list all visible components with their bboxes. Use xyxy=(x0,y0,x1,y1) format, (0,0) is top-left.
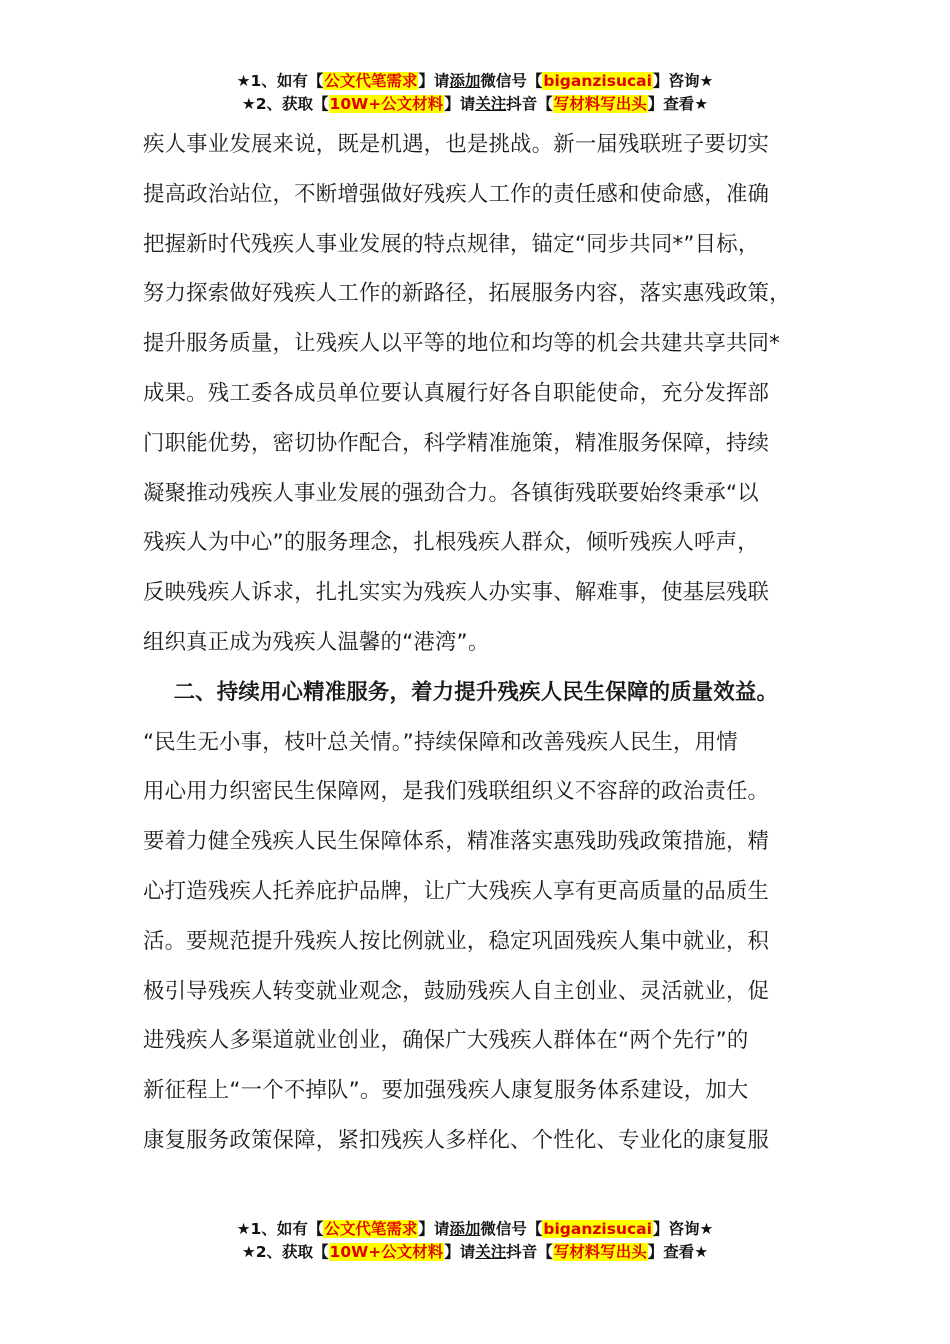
text-line: 极引导残疾人转变就业观念，鼓励残疾人自主创业、灵活就业，促 xyxy=(143,978,770,1004)
banner-text: 】请 xyxy=(418,1220,450,1238)
banner-highlight: biganzisucai xyxy=(543,72,652,90)
banner-line-1 xyxy=(0,70,950,93)
text-line: 残疾人为中心”的服务理念，扎根残疾人群众，倾听残疾人呼声， xyxy=(143,530,759,556)
banner-underlined: 添加 xyxy=(449,72,481,90)
text-line: 门职能优势，密切协作配合，科学精准施策，精准服务保障，持续 xyxy=(143,430,770,456)
footer-banner xyxy=(0,1218,950,1264)
text-line: 疾人事业发展来说，既是机遇，也是挑战。新一届残联班子要切实 xyxy=(143,132,770,157)
banner-text: 微信号【 xyxy=(480,72,543,90)
banner-line-2 xyxy=(0,93,950,116)
document-body xyxy=(143,120,833,1166)
text-line: 凝聚推动残疾人事业发展的强劲合力。各镇街残联要始终秉承“以 xyxy=(143,480,759,506)
banner-text: ★1、如有【 xyxy=(236,72,324,90)
banner-text: 】咨询★ xyxy=(652,1220,714,1238)
banner-highlight: 10W+公文材料 xyxy=(329,95,444,113)
banner-underlined: 关注 xyxy=(475,1243,507,1261)
banner-text: ★2、获取【 xyxy=(241,95,329,113)
banner-text: ★2、获取【 xyxy=(241,1243,329,1261)
header-banner xyxy=(0,70,950,116)
text-line: 用心用力织密民生保障网，是我们残联组织义不容辞的政治责任。 xyxy=(143,779,770,805)
banner-text: 】请 xyxy=(444,95,476,113)
text-line: 要着力健全残疾人民生保障体系，精准落实惠残助残政策措施，精 xyxy=(143,829,770,855)
banner-underlined: 关注 xyxy=(475,95,507,113)
banner-text: ★1、如有【 xyxy=(236,1220,324,1238)
text-line: 成果。残工委各成员单位要认真履行好各自职能使命，充分发挥部 xyxy=(143,380,770,406)
text-line: “民生无小事，枝叶总关情。”持续保障和改善残疾人民生，用情 xyxy=(143,729,738,755)
banner-highlight: 10W+公文材料 xyxy=(329,1243,444,1261)
section-heading: 二、持续用心精准服务，着力提升残疾人民生保障的质量效益。 xyxy=(143,679,779,705)
banner-text: 】请 xyxy=(418,72,450,90)
text-line: 反映残疾人诉求，扎扎实实为残疾人办实事、解难事，使基层残联 xyxy=(143,580,770,606)
banner-text: 】查看★ xyxy=(647,1243,709,1261)
banner-text: 】请 xyxy=(444,1243,476,1261)
banner-text: 抖音【 xyxy=(506,95,553,113)
banner-text: 抖音【 xyxy=(506,1243,553,1261)
banner-line-2 xyxy=(0,1241,950,1264)
banner-highlight: 写材料写出头 xyxy=(553,95,647,113)
text-line: 心打造残疾人托养庇护品牌，让广大残疾人享有更高质量的品质生 xyxy=(143,878,770,904)
text-line: 组织真正成为残疾人温馨的“港湾”。 xyxy=(143,629,490,655)
banner-underlined: 添加 xyxy=(449,1220,481,1238)
banner-text: 】咨询★ xyxy=(652,72,714,90)
banner-text: 】查看★ xyxy=(647,95,709,113)
banner-highlight: 写材料写出头 xyxy=(553,1243,647,1261)
banner-highlight: 公文代笔需求 xyxy=(324,72,418,90)
text-line: 活。要规范提升残疾人按比例就业，稳定巩固残疾人集中就业，积 xyxy=(143,928,770,954)
banner-highlight: biganzisucai xyxy=(543,1220,652,1238)
banner-text: 微信号【 xyxy=(480,1220,543,1238)
text-line: 提升服务质量，让残疾人以平等的地位和均等的机会共建共享共同* xyxy=(143,331,781,357)
text-line: 努力探索做好残疾人工作的新路径，拓展服务内容，落实惠残政策， xyxy=(143,281,791,307)
banner-highlight: 公文代笔需求 xyxy=(324,1220,418,1238)
text-line: 把握新时代残疾人事业发展的特点规律，锚定“同步共同*”目标， xyxy=(143,231,760,257)
text-line: 提高政治站位，不断增强做好残疾人工作的责任感和使命感，准确 xyxy=(143,181,770,207)
text-line: 新征程上“一个不掉队”。要加强残疾人康复服务体系建设，加大 xyxy=(143,1078,749,1104)
text-line: 康复服务政策保障，紧扣残疾人多样化、个性化、专业化的康复服 xyxy=(143,1127,770,1153)
banner-line-1 xyxy=(0,1218,950,1241)
text-line: 进残疾人多渠道就业创业，确保广大残疾人群体在“两个先行”的 xyxy=(143,1028,749,1054)
